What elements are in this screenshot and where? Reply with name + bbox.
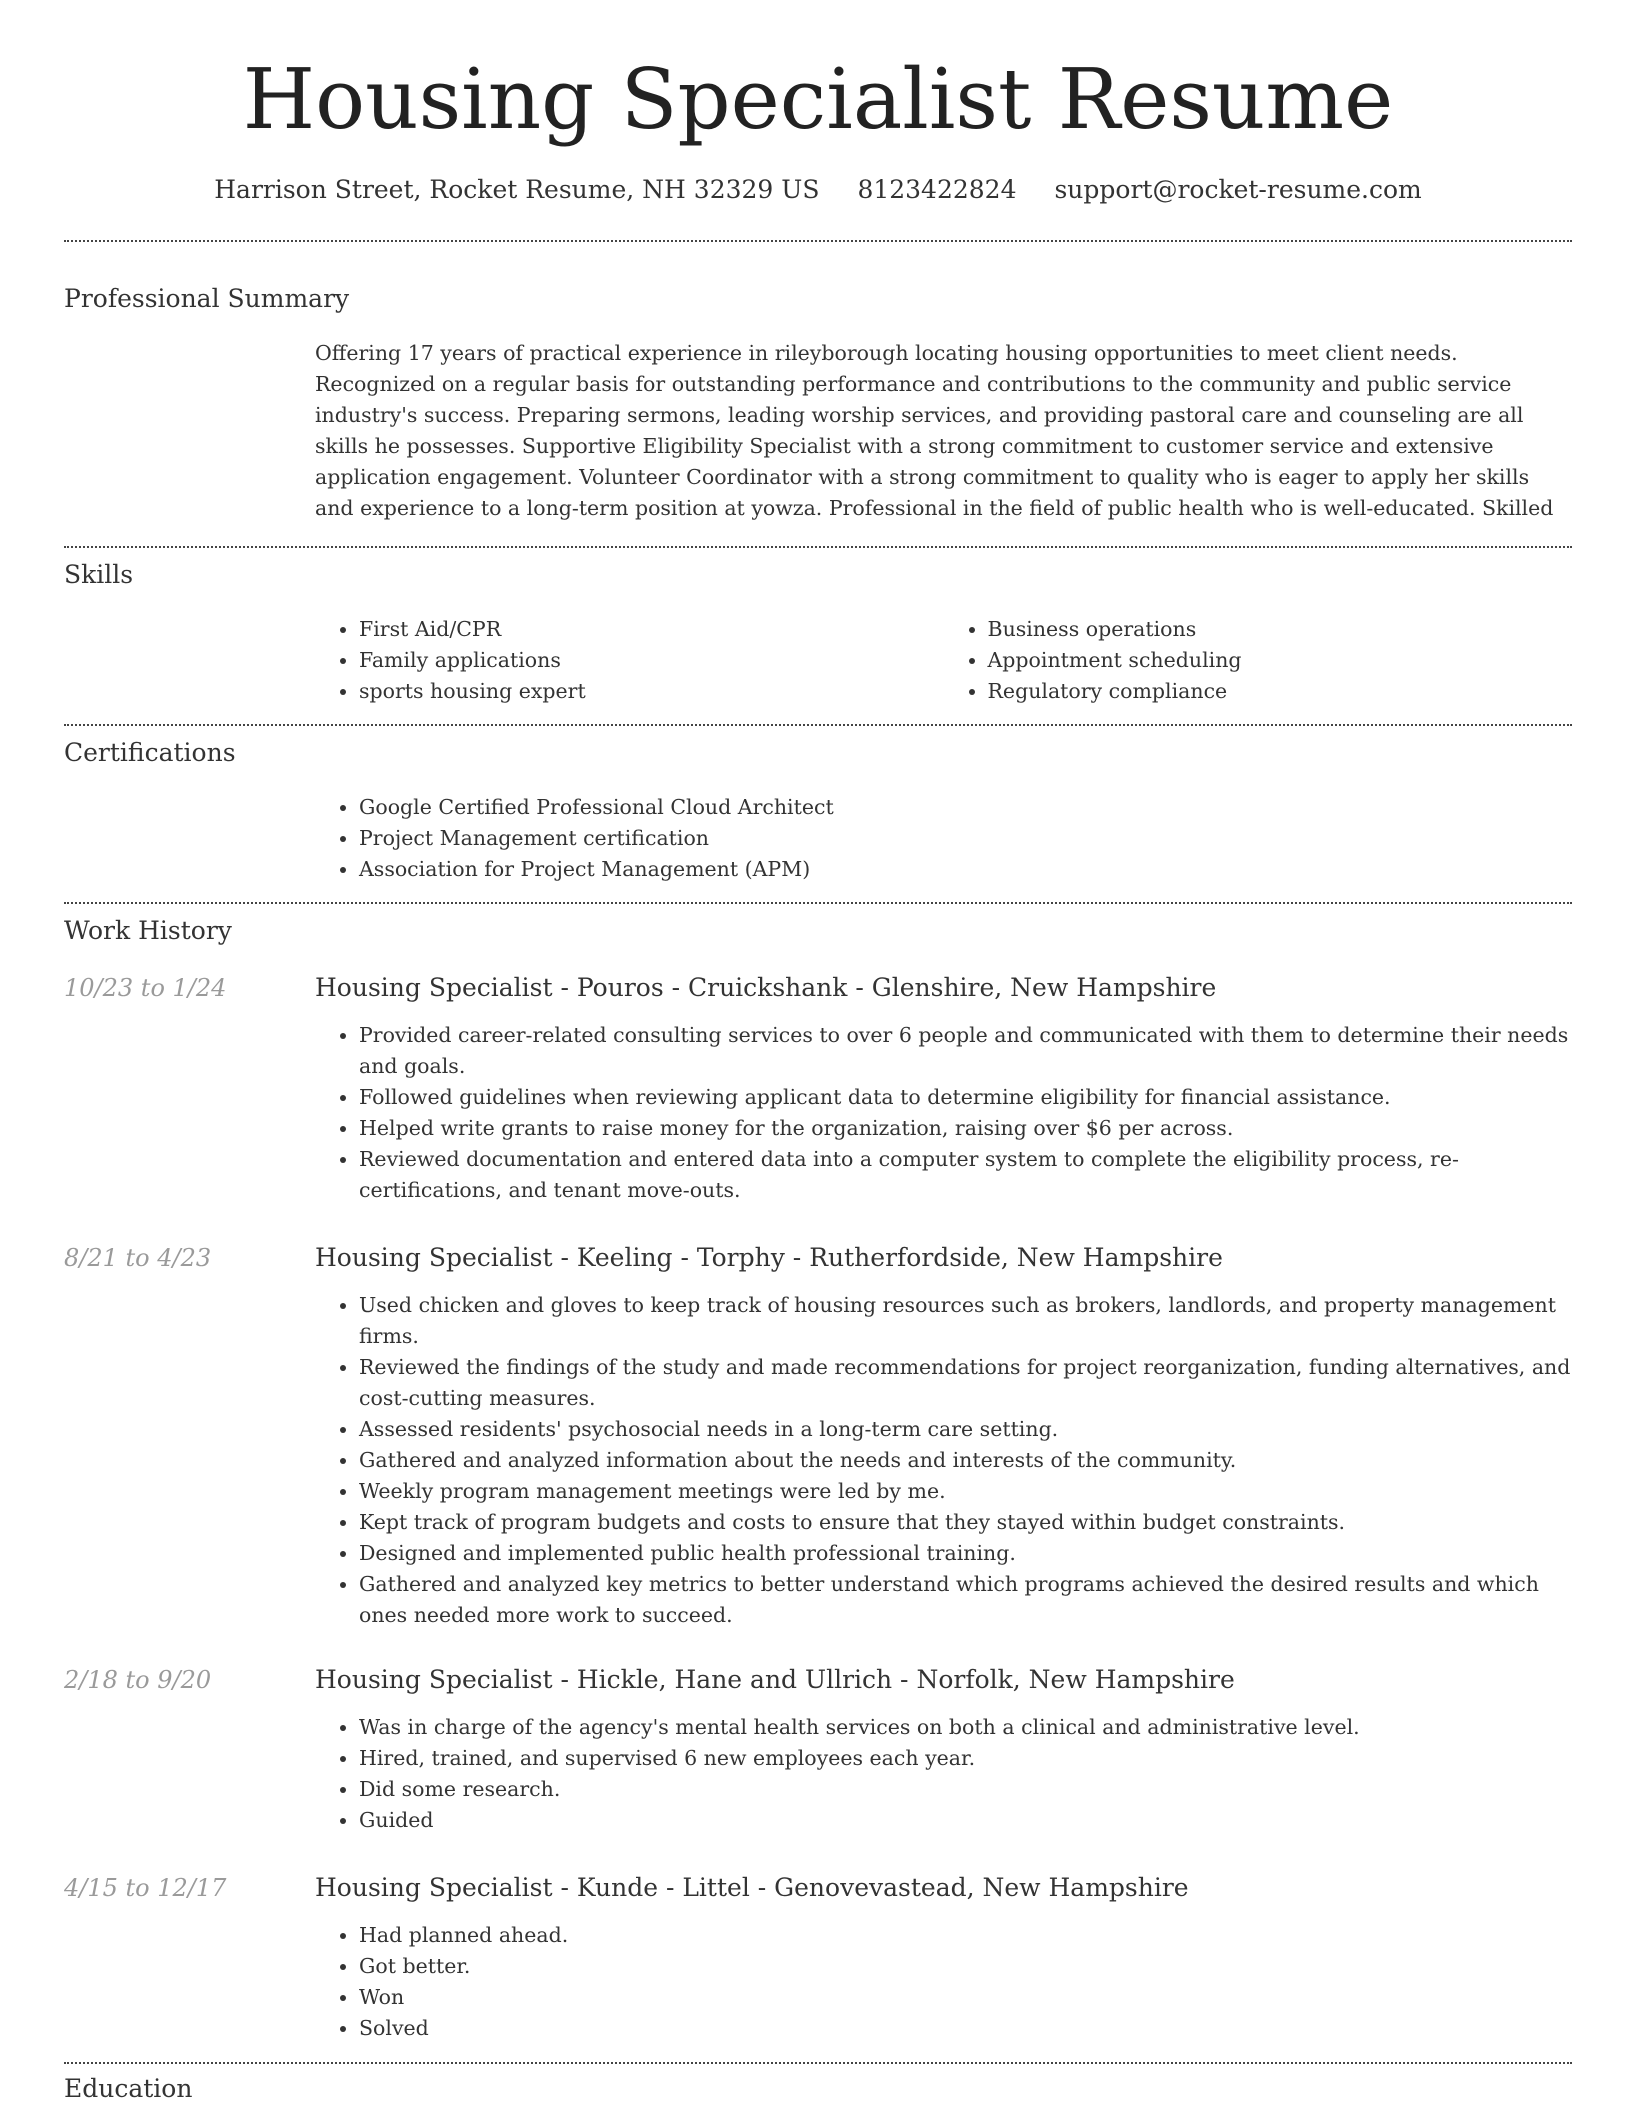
page-title: Housing Specialist Resume [242, 51, 1394, 148]
job-bullet: • Solved [359, 2013, 1572, 2044]
job-bullets [315, 1712, 1572, 1836]
job-bullet: • Won [359, 1982, 1572, 2013]
email-link[interactable]: support@rocket-resume.com [1054, 175, 1422, 204]
skill-item: • sports housing expert [359, 676, 944, 707]
contact-line [64, 172, 1572, 208]
education-heading: Education [64, 2074, 193, 2103]
phone-text: 8123422824 [857, 175, 1017, 204]
job-bullet: • Used chicken and gloves to keep track of housing resources such as brokers, landlords, and property management firms. [359, 1290, 1572, 1352]
skills-list-left [315, 614, 944, 707]
section-divider [64, 546, 1572, 548]
job-bullet: • Kept track of program budgets and costs to ensure that they stayed within budget constraints. [359, 1507, 1572, 1538]
section-divider [64, 902, 1572, 904]
job-bullets-wrap [315, 1020, 1572, 1206]
job-date: 10/23 to 1/24 [64, 974, 227, 1002]
summary-text: Offering 17 years of practical experience in rileyborough locating housing opportunities to meet client needs. Recognized on a regular basis for outstanding performance and contributions to the community and public service industry's success. Preparing sermons, leading worship services, and providing pastoral care and counseling are all skills he possesses. Supportive Eligibility Specialist with a strong commitment to customer service and extensive application engagement. Volunteer Coordinator with a strong commitment to quality who is eager to apply her skills and experience to a long-term position at yowza. Professional in the field of public health who is well-educated. Skilled [315, 341, 1554, 520]
job-bullets-wrap [315, 1920, 1572, 2044]
skill-item: • First Aid/CPR [359, 614, 944, 645]
job-title: Housing Specialist - Hickle, Hane and Ullrich - Norfolk, New Hampshire [315, 1665, 1235, 1694]
job-bullet: • Was in charge of the agency's mental health services on both a clinical and administrative level. [359, 1712, 1572, 1743]
summary-heading: Professional Summary [64, 284, 350, 313]
certification-item: • Google Certified Professional Cloud Architect [359, 792, 1572, 823]
work-history-heading: Work History [64, 916, 232, 945]
job-bullets [315, 1920, 1572, 2044]
job-bullet: • Reviewed the findings of the study and made recommendations for project reorganization, funding alternatives, and cost-cutting measures. [359, 1352, 1572, 1414]
job-bullets [315, 1290, 1572, 1631]
job-title: Housing Specialist - Kunde - Littel - Genovevastead, New Hampshire [315, 1873, 1189, 1902]
skill-item: • Business operations [988, 614, 1573, 645]
job-bullet: • Provided career-related consulting services to over 6 people and communicated with them to determine their needs and goals. [359, 1020, 1572, 1082]
section-divider [64, 2062, 1572, 2064]
skills-heading: Skills [64, 560, 134, 589]
certifications-heading: Certifications [64, 738, 236, 767]
job-bullet: • Assessed residents' psychosocial needs in a long-term care setting. [359, 1414, 1572, 1445]
job-bullets-wrap [315, 1712, 1572, 1836]
job-bullet: • Reviewed documentation and entered data into a computer system to complete the eligibility process, re-certifications, and tenant move-outs. [359, 1144, 1572, 1206]
skills-list-right [944, 614, 1573, 707]
skill-item: • Family applications [359, 645, 944, 676]
job-bullet: • Followed guidelines when reviewing applicant data to determine eligibility for financial assistance. [359, 1082, 1572, 1113]
certification-item: • Project Management certification [359, 823, 1572, 854]
job-date: 8/21 to 4/23 [64, 1244, 212, 1272]
job-title: Housing Specialist - Keeling - Torphy - Rutherfordside, New Hampshire [315, 1243, 1223, 1272]
job-bullet: • Guided [359, 1805, 1572, 1836]
job-bullet: • Got better. [359, 1951, 1572, 1982]
job-bullet: • Gathered and analyzed information about the needs and interests of the community. [359, 1445, 1572, 1476]
skill-item: • Regulatory compliance [988, 676, 1573, 707]
job-bullets [315, 1020, 1572, 1206]
job-date: 4/15 to 12/17 [64, 1874, 227, 1902]
job-bullets-wrap [315, 1290, 1572, 1631]
certifications-list-wrap [315, 792, 1572, 885]
section-divider [64, 724, 1572, 726]
job-bullet: • Helped write grants to raise money for the organization, raising over $6 per across. [359, 1113, 1572, 1144]
job-bullet: • Hired, trained, and supervised 6 new employees each year. [359, 1743, 1572, 1774]
skills-columns [315, 614, 1572, 707]
job-bullet: • Weekly program management meetings were led by me. [359, 1476, 1572, 1507]
skill-item: • Appointment scheduling [988, 645, 1573, 676]
section-divider [64, 240, 1572, 242]
address-text: Harrison Street, Rocket Resume, NH 32329 US [214, 175, 820, 204]
certification-item: • Association for Project Management (APM) [359, 854, 1572, 885]
job-bullet: • Did some research. [359, 1774, 1572, 1805]
certifications-list [315, 792, 1572, 885]
job-bullet: • Designed and implemented public health professional training. [359, 1538, 1572, 1569]
job-bullet: • Gathered and analyzed key metrics to better understand which programs achieved the desired results and which ones needed more work to succeed. [359, 1569, 1572, 1631]
job-bullet: • Had planned ahead. [359, 1920, 1572, 1951]
job-title: Housing Specialist - Pouros - Cruickshank - Glenshire, New Hampshire [315, 973, 1217, 1002]
job-date: 2/18 to 9/20 [64, 1666, 212, 1694]
